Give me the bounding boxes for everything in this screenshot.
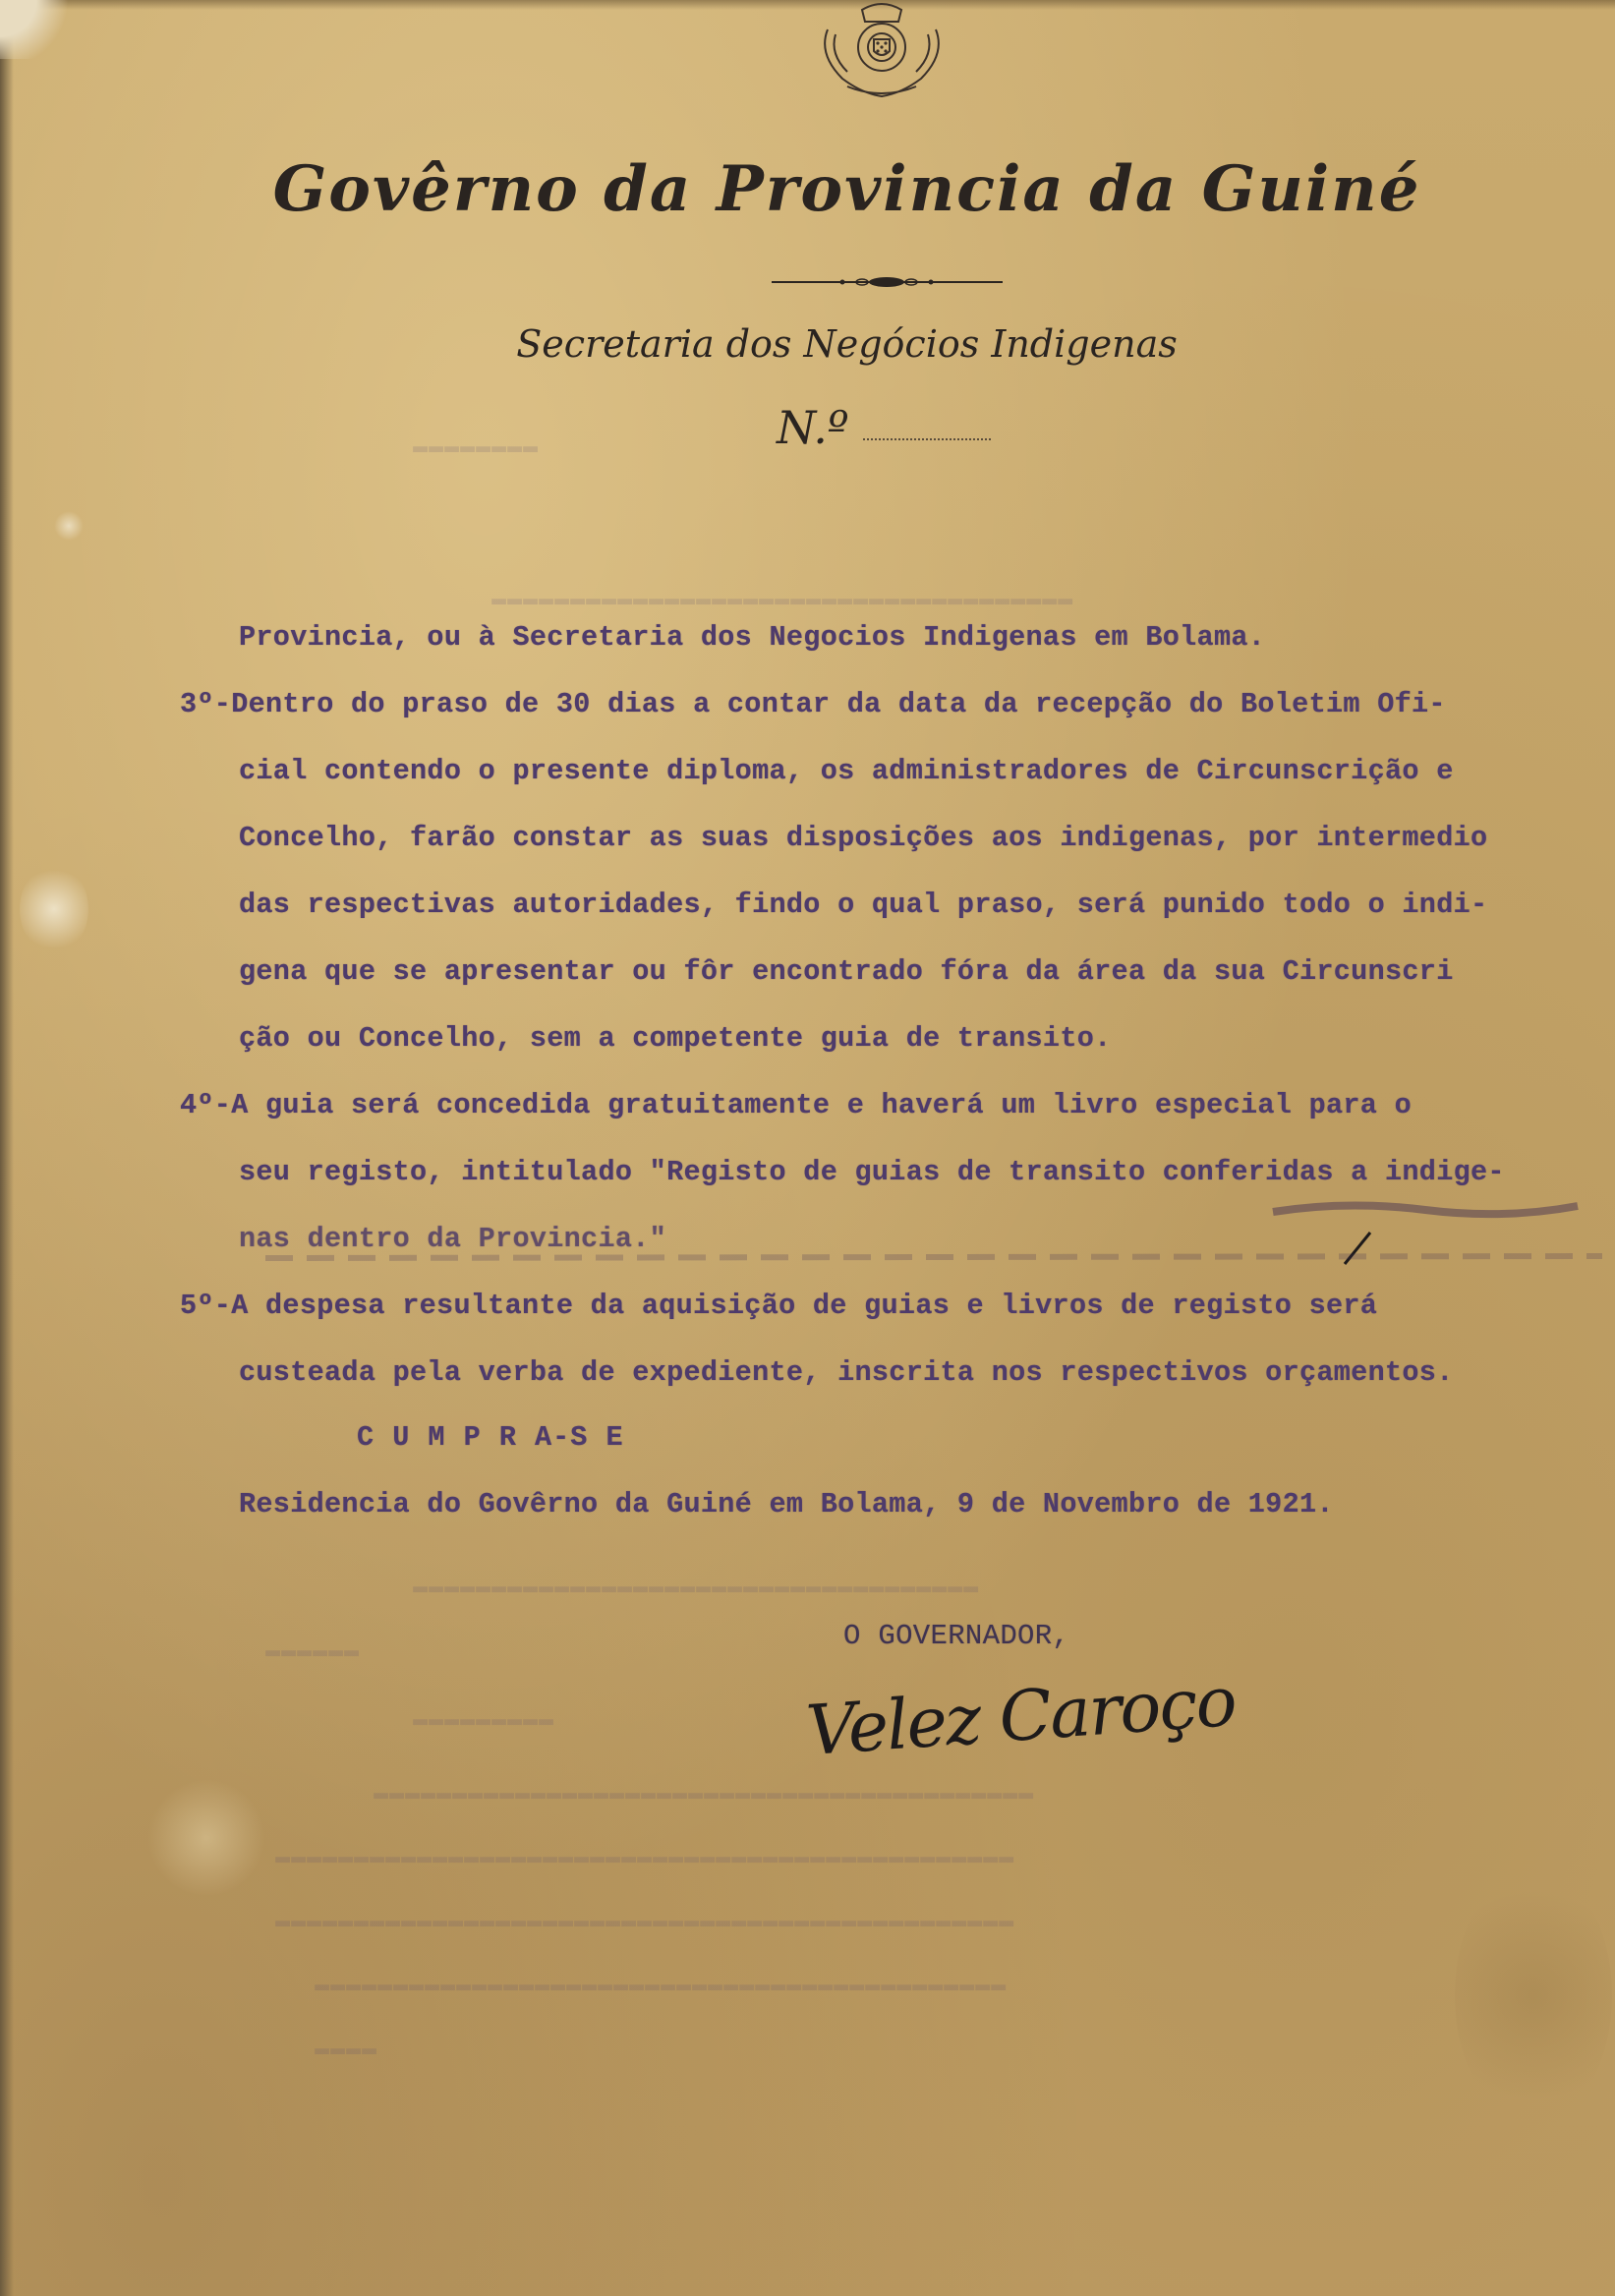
show-through-texture: ▬▬▬▬▬▬▬▬▬ (413, 1705, 555, 1734)
body-line: das respectivas autoridades, findo o qual praso, será punido todo o indi- (239, 889, 1488, 921)
department-heading: Secretaria dos Negócios Indigenas (516, 322, 1178, 366)
body-line: Provincia, ou à Secretaria dos Negocios Indigenas em Bolama. (239, 621, 1266, 654)
body-line: Concelho, farão constar as suas disposições aos indigenas, por intermedio (239, 822, 1488, 854)
stain (20, 865, 88, 953)
show-through-texture: ▬▬▬▬▬▬▬▬ (413, 432, 540, 461)
page-title: Govêrno da Provincia da Guiné (272, 152, 1421, 226)
coat-of-arms-icon (808, 0, 955, 98)
show-through-texture: ▬▬▬▬▬▬▬▬▬▬▬▬▬▬▬▬▬▬▬▬▬▬▬▬▬▬▬▬▬▬▬▬▬▬▬▬▬ (491, 585, 1074, 613)
cumpra-se-line: C U M P R A-S E (357, 1421, 624, 1454)
body-line: nas dentro da Provincia." (239, 1223, 667, 1255)
show-through-texture: ▬▬▬▬▬▬▬▬▬▬▬▬▬▬▬▬▬▬▬▬▬▬▬▬▬▬▬▬▬▬▬▬▬▬▬▬▬▬▬▬▬▬▬▬▬▬▬ (275, 1843, 1015, 1871)
signature-role: O GOVERNADOR, (843, 1620, 1070, 1652)
stain (147, 1779, 265, 1897)
body-line: ção ou Concelho, sem a competente guia de transito. (239, 1022, 1112, 1055)
signature: Velez Caroço (803, 1660, 1239, 1772)
date-line: Residencia do Govêrno da Guiné em Bolama, 9 de Novembro de 1921. (239, 1488, 1334, 1521)
body-line: gena que se apresentar ou fôr encontrado fóra da área da sua Circunscri (239, 955, 1454, 988)
ornament-divider-icon (772, 275, 1003, 289)
stain (1455, 1867, 1612, 2123)
torn-corner (0, 0, 69, 59)
body-line: custeada pela verba de expediente, inscrita nos respectivos orçamentos. (239, 1356, 1454, 1389)
document-number-label: N.º (777, 401, 849, 454)
show-through-texture: ▬▬▬▬▬▬▬▬▬▬▬▬▬▬▬▬▬▬▬▬▬▬▬▬▬▬▬▬▬▬▬▬▬▬▬▬▬▬▬▬▬▬ (374, 1779, 1035, 1808)
body-line: cial contendo o presente diploma, os administradores de Circunscrição e (239, 755, 1454, 787)
body-line: 3º-Dentro do praso de 30 dias a contar da data da recepção do Boletim Ofi- (180, 688, 1446, 720)
strike-through-smudge (1268, 1194, 1583, 1224)
show-through-texture: ▬▬▬▬▬▬▬▬▬▬▬▬▬▬▬▬▬▬▬▬▬▬▬▬▬▬▬▬▬▬▬▬▬▬▬▬▬▬▬▬▬▬▬▬ (315, 1971, 1008, 1999)
body-line: 4º-A guia será concedida gratuitamente e haverá um livro especial para o (180, 1089, 1412, 1121)
body-line: 5º-A despesa resultante da aquisição de guias e livros de registo será (180, 1290, 1378, 1322)
show-through-texture: ▬▬▬▬ (315, 2035, 378, 2063)
show-through-texture: ▬▬▬▬▬▬ (265, 1636, 361, 1665)
strike-through-smudge (265, 1248, 1602, 1268)
show-through-texture: ▬▬▬▬▬▬▬▬▬▬▬▬▬▬▬▬▬▬▬▬▬▬▬▬▬▬▬▬▬▬▬▬▬▬▬▬ (413, 1573, 980, 1601)
stain (54, 511, 84, 541)
body-line: seu registo, intitulado "Registo de guias de transito conferidas a indige- (239, 1156, 1505, 1188)
show-through-texture: ▬▬▬▬▬▬▬▬▬▬▬▬▬▬▬▬▬▬▬▬▬▬▬▬▬▬▬▬▬▬▬▬▬▬▬▬▬▬▬▬▬▬▬▬▬▬▬ (275, 1907, 1015, 1935)
document-number-blank (863, 438, 991, 440)
